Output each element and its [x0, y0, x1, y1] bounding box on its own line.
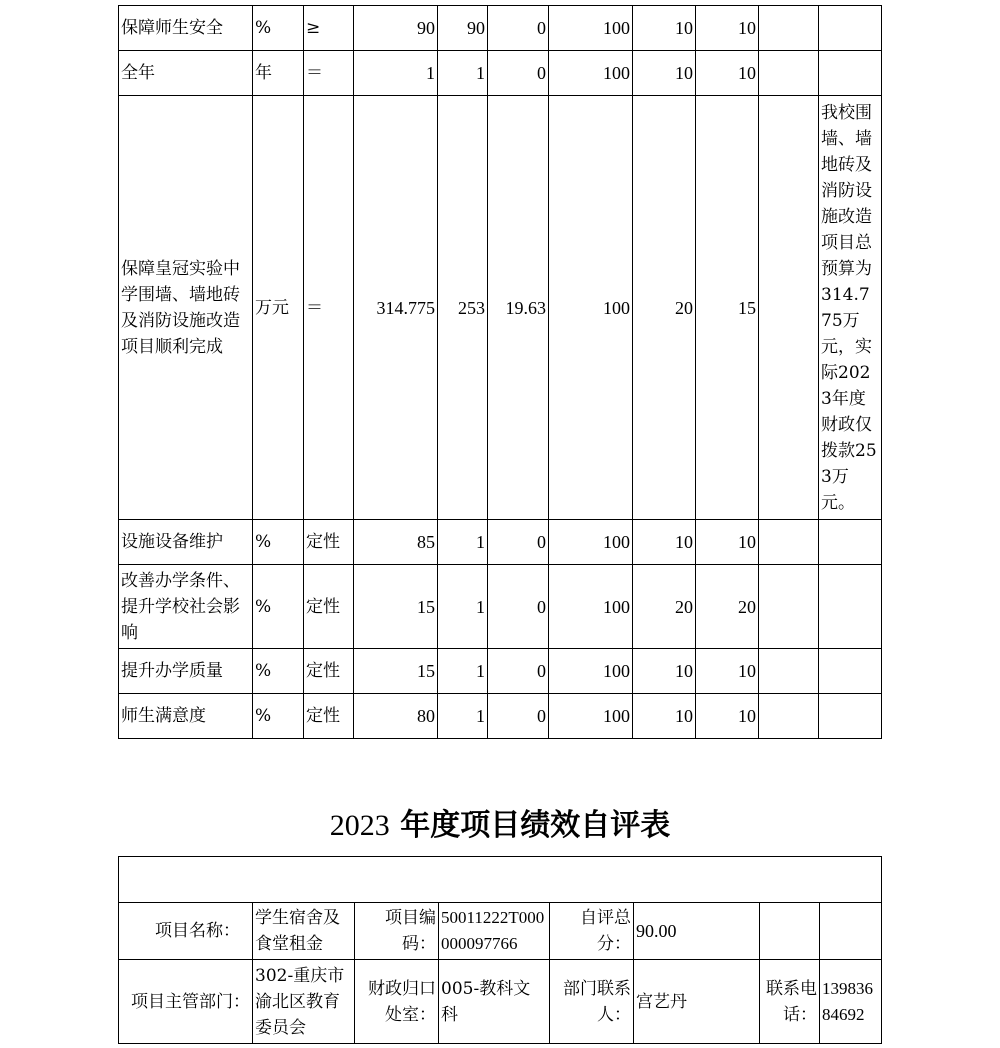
- table-row: [119, 649, 882, 694]
- actual-value: 1: [438, 51, 488, 96]
- weight-value: 10: [633, 6, 696, 51]
- weight-value: 20: [633, 96, 696, 520]
- empty-cell: [759, 694, 819, 739]
- note-cell: [819, 520, 882, 565]
- info-row: [119, 903, 882, 960]
- unit: 万元: [253, 96, 304, 520]
- title-text: 年度项目绩效自评表: [400, 808, 671, 843]
- target-value: 85: [354, 520, 438, 565]
- completion-value: 100: [549, 565, 633, 649]
- phone-label: 联系电话：: [760, 960, 820, 1044]
- completion-value: 100: [549, 649, 633, 694]
- operator: 定性: [304, 694, 354, 739]
- indicator-name: 设施设备维护: [119, 520, 253, 565]
- weight-value: 10: [633, 649, 696, 694]
- project-code-value: 50011222T000000097766: [439, 903, 550, 960]
- title-year: 2023: [329, 809, 390, 842]
- completion-value: 100: [549, 520, 633, 565]
- operator: ＝: [304, 96, 354, 520]
- empty-cell: [759, 6, 819, 51]
- table-row: [119, 520, 882, 565]
- empty-header-cell: [119, 857, 882, 903]
- completion-value: 100: [549, 96, 633, 520]
- note-cell: 我校围墙、墙地砖及消防设施改造项目总预算为314.775万元，实际2023年度财政仅拨款253万元。: [819, 96, 882, 520]
- empty-cell: [759, 565, 819, 649]
- note-cell: [819, 565, 882, 649]
- table-row: [119, 6, 882, 51]
- unit: %: [253, 649, 304, 694]
- header-empty-row: [119, 857, 882, 903]
- weight-value: 20: [633, 565, 696, 649]
- operator: 定性: [304, 649, 354, 694]
- empty-cell: [759, 649, 819, 694]
- completion-value: 100: [549, 51, 633, 96]
- operator: 定性: [304, 520, 354, 565]
- indicator-name: 保障师生安全: [119, 6, 253, 51]
- table-row: [119, 96, 882, 520]
- actual-value: 253: [438, 96, 488, 520]
- dept-label: 项目主管部门：: [119, 960, 253, 1044]
- target-value: 1: [354, 51, 438, 96]
- empty-cell: [760, 903, 820, 960]
- empty-cell: [820, 903, 882, 960]
- contact-label: 部门联系人：: [550, 960, 634, 1044]
- info-row: [119, 960, 882, 1044]
- note-cell: [819, 694, 882, 739]
- operator: ≥: [304, 6, 354, 51]
- actual-value: 1: [438, 649, 488, 694]
- score-value: 10: [696, 520, 759, 565]
- dept-value: 302-重庆市渝北区教育委员会: [253, 960, 355, 1044]
- note-cell: [819, 51, 882, 96]
- empty-cell: [759, 51, 819, 96]
- indicator-name: 提升办学质量: [119, 649, 253, 694]
- indicator-name: 师生满意度: [119, 694, 253, 739]
- deviation-value: 0: [488, 51, 549, 96]
- note-cell: [819, 6, 882, 51]
- score-value: 10: [696, 51, 759, 96]
- completion-value: 100: [549, 6, 633, 51]
- operator: 定性: [304, 565, 354, 649]
- actual-value: 1: [438, 520, 488, 565]
- weight-value: 10: [633, 51, 696, 96]
- phone-value: 13983684692: [820, 960, 882, 1044]
- indicator-name: 改善办学条件、提升学校社会影响: [119, 565, 253, 649]
- target-value: 15: [354, 565, 438, 649]
- deviation-value: 0: [488, 565, 549, 649]
- target-value: 314.775: [354, 96, 438, 520]
- score-value: 20: [696, 565, 759, 649]
- self-score-label: 自评总分：: [550, 903, 634, 960]
- target-value: 90: [354, 6, 438, 51]
- note-cell: [819, 649, 882, 694]
- weight-value: 10: [633, 520, 696, 565]
- empty-cell: [759, 520, 819, 565]
- finance-office-value: 005-教科文科: [439, 960, 550, 1044]
- actual-value: 1: [438, 565, 488, 649]
- finance-office-label: 财政归口处室：: [355, 960, 439, 1044]
- contact-value: 宫艺丹: [634, 960, 760, 1044]
- indicator-table: [118, 5, 882, 739]
- unit: %: [253, 565, 304, 649]
- actual-value: 1: [438, 694, 488, 739]
- completion-value: 100: [549, 694, 633, 739]
- empty-cell: [759, 96, 819, 520]
- unit: %: [253, 694, 304, 739]
- deviation-value: 0: [488, 649, 549, 694]
- self-score-value: 90.00: [634, 903, 760, 960]
- target-value: 15: [354, 649, 438, 694]
- project-name-label: 项目名称：: [119, 903, 253, 960]
- deviation-value: 19.63: [488, 96, 549, 520]
- unit: 年: [253, 51, 304, 96]
- table-row: [119, 694, 882, 739]
- table-row: [119, 565, 882, 649]
- project-name-value: 学生宿舍及食堂租金: [253, 903, 355, 960]
- score-value: 10: [696, 694, 759, 739]
- deviation-value: 0: [488, 520, 549, 565]
- target-value: 80: [354, 694, 438, 739]
- deviation-value: 0: [488, 694, 549, 739]
- actual-value: 90: [438, 6, 488, 51]
- unit: %: [253, 6, 304, 51]
- deviation-value: 0: [488, 6, 549, 51]
- indicator-name: 全年: [119, 51, 253, 96]
- score-value: 10: [696, 649, 759, 694]
- unit: %: [253, 520, 304, 565]
- score-value: 15: [696, 96, 759, 520]
- table-row: [119, 51, 882, 96]
- indicator-name: 保障皇冠实验中学围墙、墙地砖及消防设施改造项目顺利完成: [119, 96, 253, 520]
- project-code-label: 项目编码：: [355, 903, 439, 960]
- project-info-table: [118, 856, 882, 1044]
- page-title: [0, 800, 1000, 844]
- score-value: 10: [696, 6, 759, 51]
- weight-value: 10: [633, 694, 696, 739]
- operator: ＝: [304, 51, 354, 96]
